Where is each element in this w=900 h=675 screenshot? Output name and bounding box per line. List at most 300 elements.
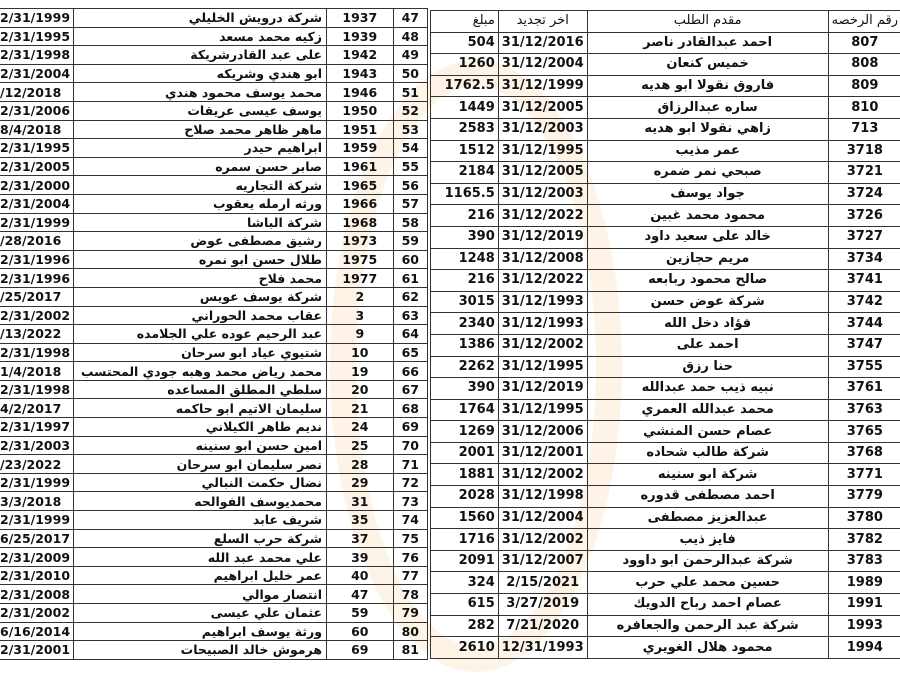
- amount-cell: 282: [431, 615, 499, 637]
- table-row: [431, 205, 900, 227]
- number-cell: 1951: [327, 120, 394, 139]
- amount-cell: 2262: [431, 356, 499, 378]
- number-cell: 24: [327, 418, 394, 437]
- table-row: [0, 566, 428, 585]
- table-row: [431, 378, 900, 400]
- number-cell: 39: [327, 548, 394, 567]
- name-cell: ورثة يوسف ابراهيم: [74, 622, 327, 641]
- index-cell: 56: [393, 176, 427, 195]
- index-cell: 81: [393, 641, 427, 660]
- amount-cell: 390: [431, 378, 499, 400]
- table-row: [0, 46, 428, 65]
- number-cell: 1961: [327, 157, 394, 176]
- table-row: [431, 550, 900, 572]
- index-cell: 65: [393, 343, 427, 362]
- number-cell: 1946: [327, 83, 394, 102]
- date-cell: 2/31/2006: [0, 101, 74, 120]
- applicant-cell: حنا رزق: [587, 356, 828, 378]
- table-row: [0, 157, 428, 176]
- name-cell: ماهر ظاهر محمد صلاح: [74, 120, 327, 139]
- number-cell: 3: [327, 306, 394, 325]
- number-cell: 60: [327, 622, 394, 641]
- date-cell: 2/31/2000: [0, 176, 74, 195]
- index-cell: 79: [393, 604, 427, 623]
- amount-cell: 390: [431, 226, 499, 248]
- last-renewal-cell: 31/12/1993: [498, 291, 587, 313]
- amount-cell: 2610: [431, 637, 499, 659]
- index-cell: 48: [393, 27, 427, 46]
- date-cell: 2/31/1998: [0, 380, 74, 399]
- last-renewal-cell: 31/12/1995: [498, 140, 587, 162]
- amount-cell: 1560: [431, 507, 499, 529]
- last-renewal-cell: 31/12/2006: [498, 421, 587, 443]
- name-cell: شتيوي عياد ابو سرحان: [74, 343, 327, 362]
- license-no-cell: 3771: [828, 464, 900, 486]
- name-cell: امين حسن ابو سنينه: [74, 436, 327, 455]
- name-cell: شركة يوسف عويس: [74, 287, 327, 306]
- last-renewal-cell: 31/12/2019: [498, 378, 587, 400]
- date-cell: 2/31/2002: [0, 306, 74, 325]
- index-cell: 60: [393, 250, 427, 269]
- table-row: [0, 101, 428, 120]
- index-cell: 51: [393, 83, 427, 102]
- table-row: [431, 118, 900, 140]
- number-cell: 31: [327, 492, 394, 511]
- table-row: [0, 492, 428, 511]
- index-cell: 63: [393, 306, 427, 325]
- table-row: [0, 194, 428, 213]
- table-row: [0, 473, 428, 492]
- license-no-cell: 3727: [828, 226, 900, 248]
- table-row: [0, 362, 428, 381]
- name-cell: رشيق مصطفى عوض: [74, 232, 327, 251]
- number-cell: 10: [327, 343, 394, 362]
- index-cell: 59: [393, 232, 427, 251]
- amount-cell: 1260: [431, 54, 499, 76]
- last-renewal-cell: 31/12/2004: [498, 507, 587, 529]
- table-row: [0, 455, 428, 474]
- applicant-cell: زاهي نقولا ابو هديه: [587, 118, 828, 140]
- number-cell: 29: [327, 473, 394, 492]
- date-cell: 2/31/2001: [0, 641, 74, 660]
- license-no-cell: 3721: [828, 162, 900, 184]
- number-cell: 1943: [327, 64, 394, 83]
- index-cell: 68: [393, 399, 427, 418]
- name-cell: ابو هندي وشريكه: [74, 64, 327, 83]
- amount-cell: 1165.5: [431, 183, 499, 205]
- table-row: [431, 486, 900, 508]
- date-cell: /13/2022: [0, 325, 74, 344]
- table-row: [0, 343, 428, 362]
- date-cell: 2/31/1995: [0, 27, 74, 46]
- license-no-cell: 809: [828, 75, 900, 97]
- amount-cell: 1716: [431, 529, 499, 551]
- name-cell: انتصار موالي: [74, 585, 327, 604]
- last-renewal-cell: 31/12/2003: [498, 183, 587, 205]
- index-cell: 57: [393, 194, 427, 213]
- number-cell: 35: [327, 511, 394, 530]
- amount-cell: 1248: [431, 248, 499, 270]
- amount-cell: 216: [431, 205, 499, 227]
- license-no-cell: 3779: [828, 486, 900, 508]
- name-cell: شركة الباشا: [74, 213, 327, 232]
- license-no-cell: 3742: [828, 291, 900, 313]
- last-renewal-cell: 31/12/2002: [498, 529, 587, 551]
- table-row: [431, 162, 900, 184]
- date-cell: 2/31/2004: [0, 64, 74, 83]
- last-renewal-cell: 31/12/2004: [498, 54, 587, 76]
- license-no-cell: 1994: [828, 637, 900, 659]
- license-no-cell: 3763: [828, 399, 900, 421]
- table-row: [431, 464, 900, 486]
- last-renewal-cell: 31/12/2007: [498, 550, 587, 572]
- left-table-body: [0, 9, 428, 660]
- index-cell: 76: [393, 548, 427, 567]
- date-cell: 2/31/1999: [0, 9, 74, 28]
- name-cell: سلطي المطلق المساعده: [74, 380, 327, 399]
- last-renewal-cell: 3/27/2019: [498, 594, 587, 616]
- date-cell: 3/3/2018: [0, 492, 74, 511]
- table-row: [0, 529, 428, 548]
- applicant-cell: عصام احمد رباح الدويك: [587, 594, 828, 616]
- right-license-table: [430, 10, 900, 659]
- date-cell: 2/31/2003: [0, 436, 74, 455]
- last-renewal-cell: 31/12/2005: [498, 97, 587, 119]
- applicant-cell: حسين محمد علي حرب: [587, 572, 828, 594]
- table-row: [0, 622, 428, 641]
- date-cell: 2/31/2008: [0, 585, 74, 604]
- date-cell: 2/31/1995: [0, 139, 74, 158]
- table-row: [0, 548, 428, 567]
- table-row: [431, 442, 900, 464]
- number-cell: 21: [327, 399, 394, 418]
- index-cell: 72: [393, 473, 427, 492]
- table-row: [431, 637, 900, 659]
- date-cell: 2/31/1998: [0, 46, 74, 65]
- applicant-cell: عمر مذيب: [587, 140, 828, 162]
- header-applicant: مقدم الطلب: [587, 11, 828, 33]
- applicant-cell: شركة ابو سنينه: [587, 464, 828, 486]
- left-license-table: [0, 8, 428, 660]
- index-cell: 78: [393, 585, 427, 604]
- amount-cell: 615: [431, 594, 499, 616]
- index-cell: 55: [393, 157, 427, 176]
- name-cell: ورثه ارمله يعقوب: [74, 194, 327, 213]
- table-row: [431, 32, 900, 54]
- license-no-cell: 808: [828, 54, 900, 76]
- date-cell: 4/2/2017: [0, 399, 74, 418]
- date-cell: 6/16/2014: [0, 622, 74, 641]
- table-row: [0, 232, 428, 251]
- number-cell: 1973: [327, 232, 394, 251]
- table-row: [0, 418, 428, 437]
- table-row: [431, 572, 900, 594]
- applicant-cell: شركة عبدالرحمن ابو داوود: [587, 550, 828, 572]
- table-row: [0, 27, 428, 46]
- table-row: [0, 139, 428, 158]
- applicant-cell: احمد على: [587, 334, 828, 356]
- applicant-cell: محمود محمد غبين: [587, 205, 828, 227]
- amount-cell: 1512: [431, 140, 499, 162]
- table-row: [0, 399, 428, 418]
- amount-cell: 1764: [431, 399, 499, 421]
- name-cell: عبد الرحيم عوده علي الجلامده: [74, 325, 327, 344]
- amount-cell: 2091: [431, 550, 499, 572]
- table-row: [0, 213, 428, 232]
- number-cell: 1965: [327, 176, 394, 195]
- license-no-cell: 3734: [828, 248, 900, 270]
- table-row: [431, 75, 900, 97]
- table-row: [0, 287, 428, 306]
- amount-cell: 3015: [431, 291, 499, 313]
- name-cell: نضال حكمت النبالي: [74, 473, 327, 492]
- table-row: [431, 529, 900, 551]
- number-cell: 69: [327, 641, 394, 660]
- date-cell: 1/4/2018: [0, 362, 74, 381]
- index-cell: 77: [393, 566, 427, 585]
- applicant-cell: شركة طالب شحاده: [587, 442, 828, 464]
- name-cell: شركة التجاريه: [74, 176, 327, 195]
- last-renewal-cell: 31/12/2022: [498, 270, 587, 292]
- index-cell: 52: [393, 101, 427, 120]
- number-cell: 47: [327, 585, 394, 604]
- name-cell: علي محمد عبد الله: [74, 548, 327, 567]
- date-cell: 2/31/2010: [0, 566, 74, 585]
- license-no-cell: 3718: [828, 140, 900, 162]
- index-cell: 80: [393, 622, 427, 641]
- name-cell: محمديوسف الفوالحه: [74, 492, 327, 511]
- license-no-cell: 3726: [828, 205, 900, 227]
- table-row: [431, 97, 900, 119]
- date-cell: 2/31/1996: [0, 269, 74, 288]
- index-cell: 64: [393, 325, 427, 344]
- name-cell: شريف عابد: [74, 511, 327, 530]
- license-no-cell: 1991: [828, 594, 900, 616]
- index-cell: 67: [393, 380, 427, 399]
- index-cell: 69: [393, 418, 427, 437]
- last-renewal-cell: 31/12/2002: [498, 334, 587, 356]
- number-cell: 2: [327, 287, 394, 306]
- date-cell: /25/2017: [0, 287, 74, 306]
- amount-cell: 2184: [431, 162, 499, 184]
- table-row: [431, 140, 900, 162]
- name-cell: يوسف عيسى عريقات: [74, 101, 327, 120]
- last-renewal-cell: 31/12/1999: [498, 75, 587, 97]
- index-cell: 71: [393, 455, 427, 474]
- date-cell: 2/31/1999: [0, 213, 74, 232]
- name-cell: سليمان الاتيم ابو حاكمه: [74, 399, 327, 418]
- date-cell: 6/25/2017: [0, 529, 74, 548]
- name-cell: عقاب محمد الحوراني: [74, 306, 327, 325]
- table-row: [431, 356, 900, 378]
- table-row: [431, 399, 900, 421]
- date-cell: 2/31/1996: [0, 250, 74, 269]
- table-row: [0, 436, 428, 455]
- license-no-cell: 3768: [828, 442, 900, 464]
- table-row: [431, 291, 900, 313]
- last-renewal-cell: 31/12/2016: [498, 32, 587, 54]
- last-renewal-cell: 31/12/2003: [498, 118, 587, 140]
- table-row: [0, 325, 428, 344]
- license-no-cell: 3783: [828, 550, 900, 572]
- date-cell: 2/31/1999: [0, 473, 74, 492]
- applicant-cell: احمد مصطفى قدوره: [587, 486, 828, 508]
- number-cell: 1937: [327, 9, 394, 28]
- number-cell: 19: [327, 362, 394, 381]
- license-no-cell: 810: [828, 97, 900, 119]
- table-row: [431, 248, 900, 270]
- last-renewal-cell: 31/12/2002: [498, 464, 587, 486]
- table-row: [0, 306, 428, 325]
- table-row: [431, 507, 900, 529]
- license-no-cell: 3747: [828, 334, 900, 356]
- index-cell: 62: [393, 287, 427, 306]
- license-no-cell: 3744: [828, 313, 900, 335]
- name-cell: على عبد القادرشريكة: [74, 46, 327, 65]
- applicant-cell: خميس كنعان: [587, 54, 828, 76]
- amount-cell: 1449: [431, 97, 499, 119]
- index-cell: 66: [393, 362, 427, 381]
- license-no-cell: 3780: [828, 507, 900, 529]
- table-row: [0, 120, 428, 139]
- name-cell: محمد رياض محمد وهبه جودي المحتسب: [74, 362, 327, 381]
- date-cell: 2/31/1999: [0, 511, 74, 530]
- applicant-cell: مريم حجازين: [587, 248, 828, 270]
- number-cell: 1942: [327, 46, 394, 65]
- last-renewal-cell: 31/12/1995: [498, 399, 587, 421]
- name-cell: عثمان علي عيسى: [74, 604, 327, 623]
- last-renewal-cell: 31/12/1995: [498, 356, 587, 378]
- number-cell: 1959: [327, 139, 394, 158]
- header-license-no: رقم الرخصه: [828, 11, 900, 33]
- date-cell: /28/2016: [0, 232, 74, 251]
- table-row: [431, 421, 900, 443]
- index-cell: 74: [393, 511, 427, 530]
- name-cell: طلال حسن ابو نمره: [74, 250, 327, 269]
- table-row: [0, 511, 428, 530]
- table-row: [431, 183, 900, 205]
- amount-cell: 1881: [431, 464, 499, 486]
- applicant-cell: محمد عبدالله العمري: [587, 399, 828, 421]
- license-no-cell: 3724: [828, 183, 900, 205]
- last-renewal-cell: 7/21/2020: [498, 615, 587, 637]
- applicant-cell: صبحي نمر ضمره: [587, 162, 828, 184]
- date-cell: 2/31/1997: [0, 418, 74, 437]
- applicant-cell: شركة عبد الرحمن والجعافره: [587, 615, 828, 637]
- last-renewal-cell: 31/12/2022: [498, 205, 587, 227]
- index-cell: 54: [393, 139, 427, 158]
- table-row: [431, 615, 900, 637]
- index-cell: 70: [393, 436, 427, 455]
- license-no-cell: 713: [828, 118, 900, 140]
- table-row: [0, 585, 428, 604]
- table-row: [0, 9, 428, 28]
- applicant-cell: صالح محمود ربابعه: [587, 270, 828, 292]
- name-cell: شركة حرب السلع: [74, 529, 327, 548]
- license-no-cell: 3761: [828, 378, 900, 400]
- license-no-cell: 1989: [828, 572, 900, 594]
- last-renewal-cell: 2/15/2021: [498, 572, 587, 594]
- date-cell: 2/31/2002: [0, 604, 74, 623]
- number-cell: 1975: [327, 250, 394, 269]
- amount-cell: 504: [431, 32, 499, 54]
- table-row: [0, 64, 428, 83]
- name-cell: شركة درويش الخليلي: [74, 9, 327, 28]
- applicant-cell: خالد على سعيد داود: [587, 226, 828, 248]
- number-cell: 1939: [327, 27, 394, 46]
- number-cell: 1968: [327, 213, 394, 232]
- index-cell: 75: [393, 529, 427, 548]
- index-cell: 73: [393, 492, 427, 511]
- amount-cell: 1269: [431, 421, 499, 443]
- index-cell: 49: [393, 46, 427, 65]
- last-renewal-cell: 31/12/1993: [498, 313, 587, 335]
- table-row: [0, 269, 428, 288]
- table-row: [0, 83, 428, 102]
- license-no-cell: 1993: [828, 615, 900, 637]
- index-cell: 61: [393, 269, 427, 288]
- license-no-cell: 807: [828, 32, 900, 54]
- date-cell: /23/2022: [0, 455, 74, 474]
- name-cell: عمر خليل ابراهيم: [74, 566, 327, 585]
- table-row: [0, 250, 428, 269]
- number-cell: 28: [327, 455, 394, 474]
- amount-cell: 216: [431, 270, 499, 292]
- header-last-renewal: اخر تجديد: [498, 11, 587, 33]
- last-renewal-cell: 31/12/2001: [498, 442, 587, 464]
- table-row: [0, 380, 428, 399]
- amount-cell: 2001: [431, 442, 499, 464]
- date-cell: 2/31/2004: [0, 194, 74, 213]
- number-cell: 1966: [327, 194, 394, 213]
- license-no-cell: 3782: [828, 529, 900, 551]
- amount-cell: 2583: [431, 118, 499, 140]
- number-cell: 1977: [327, 269, 394, 288]
- amount-cell: 2340: [431, 313, 499, 335]
- number-cell: 9: [327, 325, 394, 344]
- date-cell: 2/31/2005: [0, 157, 74, 176]
- date-cell: 8/4/2018: [0, 120, 74, 139]
- last-renewal-cell: 12/31/1993: [498, 637, 587, 659]
- name-cell: ابراهيم حيدر: [74, 139, 327, 158]
- table-row: [431, 313, 900, 335]
- name-cell: هرموش خالد الصبيحات: [74, 641, 327, 660]
- amount-cell: 1386: [431, 334, 499, 356]
- name-cell: محمد يوسف محمود هندي: [74, 83, 327, 102]
- header-amount: مبلغ: [431, 11, 499, 33]
- name-cell: محمد فلاح: [74, 269, 327, 288]
- index-cell: 58: [393, 213, 427, 232]
- number-cell: 40: [327, 566, 394, 585]
- number-cell: 25: [327, 436, 394, 455]
- table-row: [431, 594, 900, 616]
- last-renewal-cell: 31/12/2008: [498, 248, 587, 270]
- amount-cell: 1762.5: [431, 75, 499, 97]
- index-cell: 47: [393, 9, 427, 28]
- applicant-cell: ساره عبدالرزاق: [587, 97, 828, 119]
- last-renewal-cell: 31/12/2005: [498, 162, 587, 184]
- table-row: [431, 54, 900, 76]
- name-cell: صابر حسن سمره: [74, 157, 327, 176]
- date-cell: /12/2018: [0, 83, 74, 102]
- amount-cell: 324: [431, 572, 499, 594]
- table-row: [0, 604, 428, 623]
- number-cell: 1950: [327, 101, 394, 120]
- applicant-cell: نبيه ذيب حمد عبدالله: [587, 378, 828, 400]
- number-cell: 37: [327, 529, 394, 548]
- name-cell: نديم طاهر الكيلاني: [74, 418, 327, 437]
- license-no-cell: 3765: [828, 421, 900, 443]
